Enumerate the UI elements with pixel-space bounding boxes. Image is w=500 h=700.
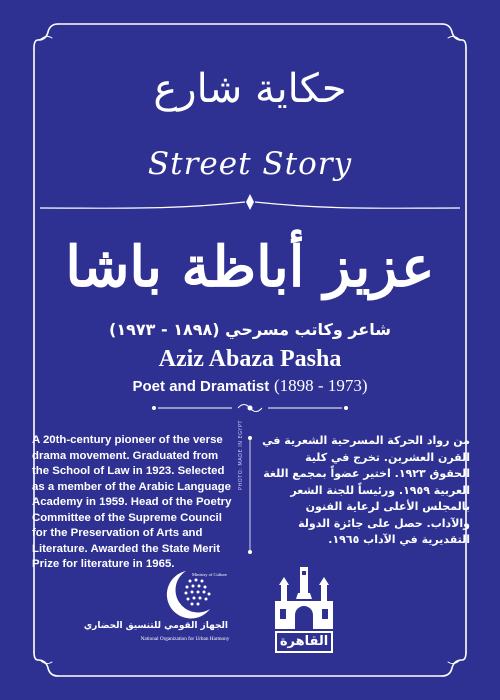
biography-arabic: من رواد الحركة المسرحية الشعرية في القرن العشرين. تخرج في كلية الحقوق ١٩٢٣. اختير عضواً بمجمع اللغة العربية ١٩٥٩. ورئيساً للجنة الشعر بالمجلس الأعلى لرعاية الفنون والآداب. حصل على جائزة الدولة التقديرية في الآداب ١٩٦٥. — [262, 434, 470, 546]
role-label: Poet and Dramatist — [132, 378, 270, 395]
role-years: (1898 - 1973) — [274, 376, 368, 395]
cairo-logo — [271, 565, 337, 657]
city-name-arabic: القاهرة — [275, 631, 333, 653]
header-title-arabic: حكاية شارع — [153, 66, 347, 112]
cairo-emblem-icon — [271, 565, 337, 631]
biography-english: A 20th-century pioneer of the verse drama movement. Graduated from the School of Law in 1923. Selected as a member of the Arabic Language Academy in 1959. Head of the Poetry Committee of the Supreme Council for the Preservation of Arts and Literature. Awarded the State Merit Prize for literature in 1965. — [32, 434, 232, 570]
organization-name-arabic: الجهاز القومي للتنسيق الحضاري — [83, 621, 228, 631]
urban-harmony-logo — [83, 565, 230, 655]
ministry-label: Ministry of Culture — [192, 572, 227, 577]
header-title-english: Street Story — [147, 146, 353, 182]
person-name-english: Aziz Abaza Pasha — [158, 346, 342, 372]
person-name-arabic: عزيز أباظة باشا — [65, 234, 435, 300]
person-subtitle-arabic: شاعر وكاتب مسرحي (١٨٩٨ - ١٩٧٣) — [109, 320, 391, 339]
photo-credit: PHOTO: MADE IN EGYPT — [238, 420, 244, 490]
organization-name-english: National Organization for Urban Harmony — [140, 636, 230, 642]
person-role-english — [0, 376, 500, 397]
